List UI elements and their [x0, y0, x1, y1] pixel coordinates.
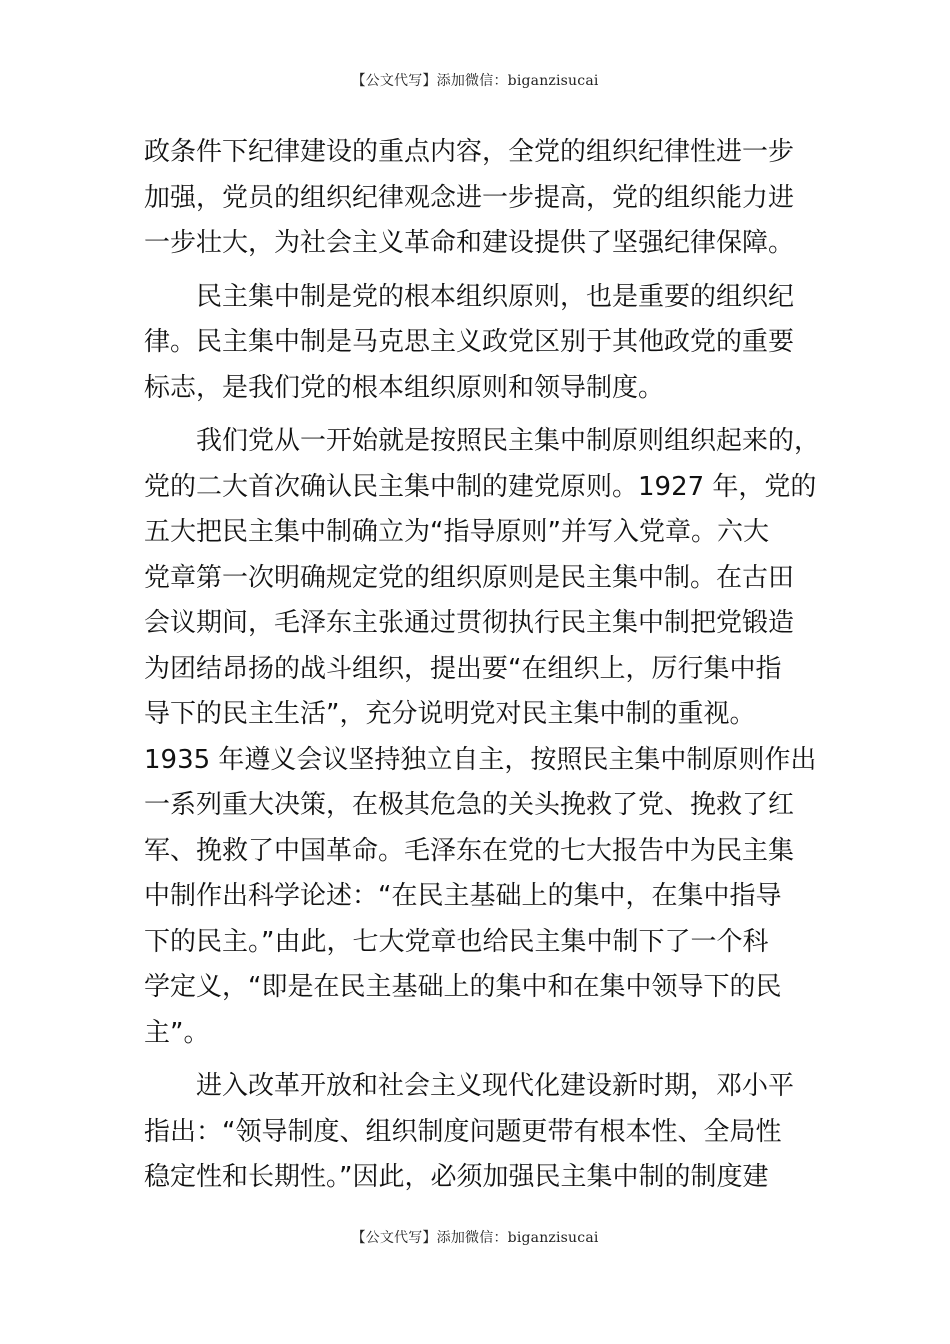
paragraph-2: [144, 275, 814, 412]
text-line: 下的民主。”由此，七大党章也给民主集中制下了一个科: [144, 926, 769, 957]
text-line: 律。民主集中制是马克思主义政党区别于其他政党的重要: [144, 327, 795, 357]
text-line: 一步壮大，为社会主义革命和建设提供了坚强纪律保障。: [144, 228, 795, 258]
page-header: 【公文代写】添加微信：biganzisucai: [351, 73, 599, 89]
paragraph-3: [144, 419, 821, 1056]
text-line: 会议期间，毛泽东主张通过贯彻执行民主集中制把党锻造: [144, 608, 795, 638]
text-line: 加强，党员的组织纪律观念进一步提高，党的组织能力进: [144, 182, 795, 213]
text-line: 为团结昂扬的战斗组织，提出要“在组织上，厉行集中指: [144, 653, 782, 684]
text-line: 政条件下纪律建设的重点内容，全党的组织纪律性进一步: [144, 137, 795, 167]
paragraph-1: [144, 130, 814, 267]
text-line: 我们党从一开始就是按照民主集中制原则组织起来的，: [196, 426, 821, 456]
document-body: [144, 130, 821, 1201]
text-line: 1935 年遵义会议坚持独立自主，按照民主集中制原则作出: [144, 744, 817, 775]
text-line: 党章第一次明确规定党的组织原则是民主集中制。在古田: [144, 562, 795, 593]
text-line: 进入改革开放和社会主义现代化建设新时期，邓小平: [196, 1071, 795, 1101]
text-line: 主”。: [144, 1017, 210, 1048]
text-line: 军、挽救了中国革命。毛泽东在党的七大报告中为民主集: [144, 835, 795, 866]
text-line: 五大把民主集中制确立为“指导原则”并写入党章。六大: [144, 517, 769, 547]
text-line: 学定义，“即是在民主基础上的集中和在集中领导下的民: [144, 972, 782, 1002]
paragraph-4: [144, 1064, 814, 1201]
text-line: 一系列重大决策，在极其危急的关头挽救了党、挽救了红: [144, 790, 795, 820]
text-line: 民主集中制是党的根本组织原则，也是重要的组织纪: [196, 281, 795, 312]
text-line: 中制作出科学论述：“在民主基础上的集中，在集中指导: [144, 881, 782, 911]
text-line: 标志，是我们党的根本组织原则和领导制度。: [144, 372, 665, 403]
text-line: 导下的民主生活”，充分说明党对民主集中制的重视。: [144, 699, 756, 729]
page-footer: 【公文代写】添加微信：biganzisucai: [351, 1230, 599, 1246]
text-line: 稳定性和长期性。”因此，必须加强民主集中制的制度建: [144, 1162, 769, 1192]
text-line: 党的二大首次确认民主集中制的建党原则。1927 年，党的: [144, 471, 817, 502]
text-line: 指出：“领导制度、组织制度问题更带有根本性、全局性: [144, 1116, 782, 1147]
